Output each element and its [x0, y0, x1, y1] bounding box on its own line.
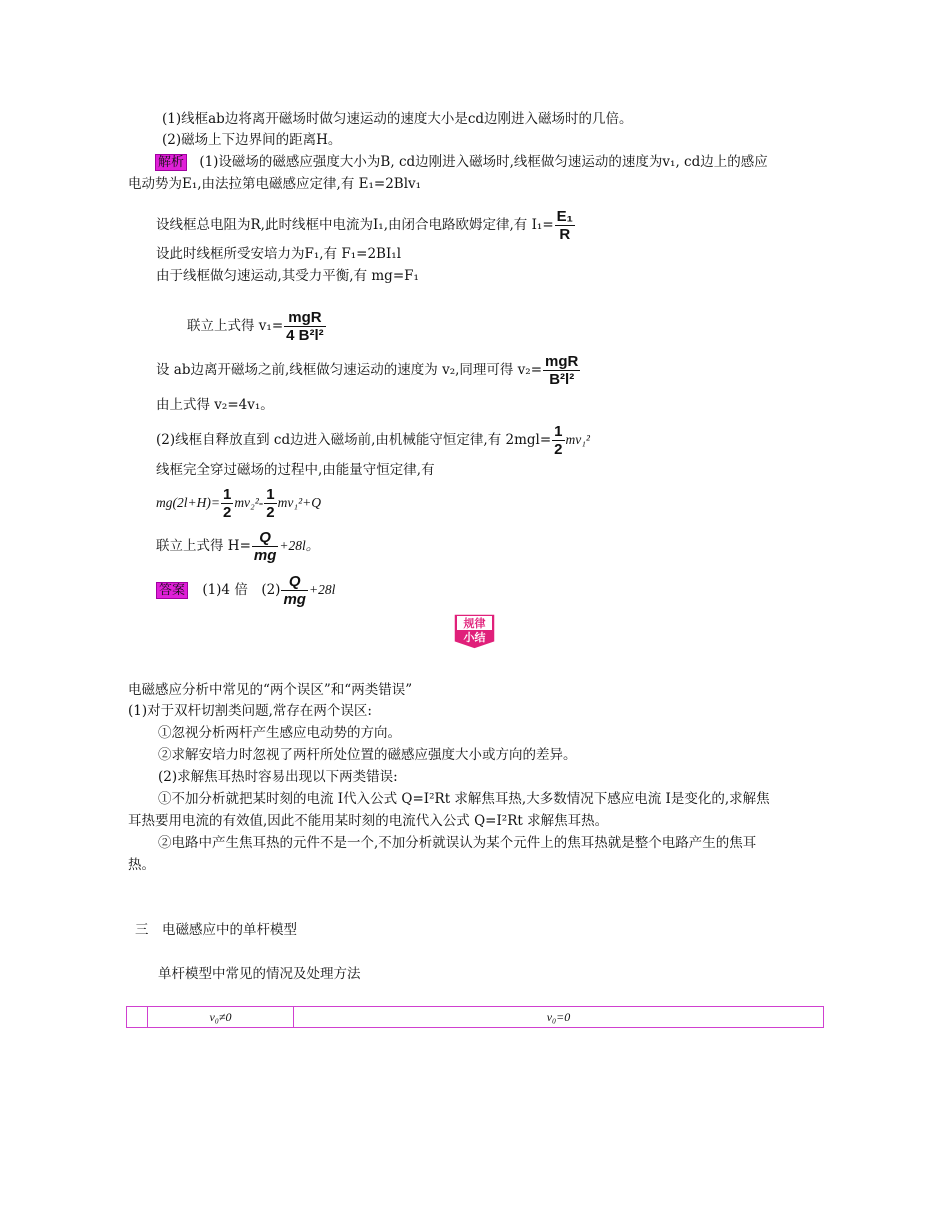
solution-line-10 — [156, 483, 321, 523]
solution-line-6 — [156, 350, 581, 390]
summary-badge-icon — [451, 612, 498, 650]
fraction-denominator: mg — [253, 546, 277, 564]
energy-eq-lhs: mg(2l+H)= — [156, 495, 220, 510]
fraction-e1-over-r — [555, 208, 575, 244]
summary-item-2: (2)求解焦耳热时容易出现以下两类错误: — [158, 769, 398, 785]
energy-eq-mid: mv₂²- — [234, 495, 264, 510]
solution-line-3: 设此时线框所受安培力为F₁,有 F₁=2BI₁l — [156, 246, 402, 262]
table-header-v0-nonzero: v₀≠0 — [148, 1007, 294, 1028]
section-3-heading: 三 电磁感应中的单杆模型 — [135, 922, 297, 938]
fraction-denominator: 2 — [266, 503, 275, 521]
solution-line-1 — [155, 153, 768, 172]
fraction-denominator: R — [559, 225, 571, 243]
fraction-denominator: 2 — [554, 440, 563, 458]
jiexi-tag: 解析 — [155, 154, 187, 171]
solution-line-8 — [156, 420, 590, 460]
daan-tag: 答案 — [156, 582, 188, 599]
solution-text-5: 联立上式得 v₁= — [187, 318, 284, 334]
solution-line-11 — [156, 526, 319, 566]
solution-line-4: 由于线框做匀速运动,其受力平衡,有 mg=F₁ — [156, 268, 419, 284]
fraction-v2 — [543, 353, 580, 389]
fraction-numerator: E₁ — [556, 207, 573, 225]
solution-text-2: 设线框总电阻为R,此时线框中电流为I₁,由闭合电路欧姆定律,有 I₁= — [156, 217, 554, 233]
fraction-denominator: 2 — [222, 503, 232, 521]
badge-text-top: 规律 — [463, 617, 486, 630]
summary-item-1b: ②求解安培力时忽视了两杆所处位置的磁感应强度大小或方向的差异。 — [158, 747, 577, 763]
fraction-denominator: B²l² — [549, 370, 575, 388]
fraction-half — [552, 423, 564, 459]
table-row — [127, 1007, 824, 1028]
fraction-numerator: 1 — [266, 485, 275, 503]
solution-text-6: 设 ab边离开磁场之前,线框做匀速运动的速度为 v₂,同理可得 v₂= — [156, 362, 543, 378]
summary-item-1: (1)对于双杆切割类问题,常存在两个误区: — [128, 703, 372, 719]
fraction-numerator: mgR — [284, 309, 326, 327]
solution-line-2 — [156, 205, 576, 245]
solution-line-9: 线框完全穿过磁场的过程中,由能量守恒定律,有 — [156, 462, 435, 478]
section-3-subheading: 单杆模型中常见的情况及处理方法 — [158, 966, 361, 982]
answer-line — [156, 570, 335, 611]
solution-tail-11: +28l。 — [279, 538, 320, 553]
fraction-numerator: mgR — [545, 352, 579, 370]
fraction-v1 — [284, 309, 326, 345]
solution-line-5 — [187, 306, 327, 346]
summary-title: 电磁感应分析中常见的“两个误区”和“两类错误” — [128, 682, 413, 698]
summary-item-2a-cont: 耳热要用电流的有效值,因此不能用某时刻的电流代入公式 Q=I²Rt 求解焦耳热。 — [128, 813, 609, 829]
single-rod-model-table — [126, 1006, 824, 1028]
fraction-q-over-mg — [281, 573, 308, 609]
summary-item-2a: ①不加分析就把某时刻的电流 I代入公式 Q=I²Rt 求解焦耳热,大多数情况下感应电流 I是变化的,求解焦 — [158, 791, 770, 807]
answer-tail: +28l — [308, 582, 336, 597]
fraction-q-over-mg — [252, 529, 279, 565]
table-cell-empty — [127, 1007, 148, 1028]
energy-eq-rhs: mv₁²+Q — [277, 495, 321, 510]
fraction-half — [221, 486, 233, 522]
answer-text: (1)4 倍 (2) — [202, 582, 281, 598]
fraction-numerator: Q — [281, 573, 308, 591]
summary-item-2b: ②电路中产生焦耳热的元件不是一个,不加分析就误认为某个元件上的焦耳热就是整个电路产生的焦耳 — [158, 835, 757, 851]
fraction-half — [264, 486, 276, 522]
solution-text-8: (2)线框自释放直到 cd边进入磁场前,由机械能守恒定律,有 2mgl= — [156, 432, 552, 448]
solution-line-7: 由上式得 v₂=4v₁。 — [156, 397, 274, 413]
solution-tail-8: mv₁² — [565, 432, 590, 447]
question-1: (1)线框ab边将离开磁场时做匀速运动的速度大小是cd边刚进入磁场时的几倍。 — [162, 111, 633, 127]
solution-line-1b: 电动势为E₁,由法拉第电磁感应定律,有 E₁=2Blv₁ — [128, 176, 422, 192]
question-2: (2)磁场上下边界间的距离H。 — [162, 132, 342, 148]
fraction-numerator: Q — [252, 529, 279, 547]
fraction-denominator: 4 B²l² — [286, 326, 324, 344]
fraction-denominator: mg — [283, 590, 306, 608]
fraction-numerator: 1 — [222, 485, 232, 503]
summary-item-1a: ①忽视分析两杆产生感应电动势的方向。 — [158, 725, 401, 741]
table-header-v0-zero: v₀=0 — [294, 1007, 824, 1028]
summary-item-2b-cont: 热。 — [128, 857, 155, 873]
solution-text-11: 联立上式得 H= — [156, 538, 251, 554]
solution-text-1: (1)设磁场的磁感应强度大小为B, cd边刚进入磁场时,线框做匀速运动的速度为v₁, cd边上的感应 — [199, 154, 768, 170]
fraction-numerator: 1 — [554, 422, 563, 440]
badge-text-bottom: 小结 — [463, 631, 486, 644]
